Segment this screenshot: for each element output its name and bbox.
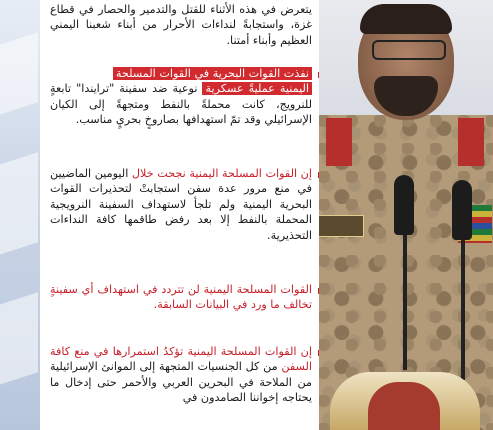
bullet-marker bbox=[318, 350, 319, 356]
paragraph-text: نوعية ضد سفينة "ترايندا" تابعةٍ للنرويج، كانت محملةً بالنفط ومتجهةً إلى الكيان الإسرائيلي وقد تمّ استهدافها بصاروخٍ بحريٍ مناسب. bbox=[50, 82, 312, 127]
collar-insignia bbox=[326, 118, 352, 166]
paragraph-continued-blockade bbox=[50, 344, 312, 406]
name-tag bbox=[318, 215, 364, 237]
bullet-marker bbox=[318, 288, 319, 294]
red-text: إن القوات المسلحة اليمنية نجحت خلال bbox=[131, 167, 313, 180]
microphone-icon bbox=[394, 175, 414, 235]
red-text: القوات المسلحة اليمنية لن تتردد في استهداف أي سفينةٍ تخالف ما ورد في bbox=[50, 283, 312, 312]
hair bbox=[360, 4, 452, 34]
paragraph-text: من كل الجنسيات المتجهة إلى الموانئ الإسرائيلية من الملاحة في البحرين العربي والأحمر حتى إدخال ما يحتاجه إخواننا الصامدون في bbox=[50, 360, 312, 405]
red-text: في منع كافة السفن bbox=[50, 345, 312, 374]
microphone-icon bbox=[452, 180, 472, 240]
paragraph-warning bbox=[50, 282, 312, 313]
intro-paragraph bbox=[50, 2, 312, 48]
spokesperson-photo bbox=[318, 0, 493, 430]
statement-card bbox=[40, 0, 319, 430]
highlight-text: نفذت القوات البحرية في القوات المسلحة bbox=[113, 67, 312, 80]
red-text: البيانات السابقة. bbox=[153, 298, 230, 312]
bullet-marker bbox=[318, 72, 319, 78]
paragraph-naval-operation bbox=[50, 66, 312, 128]
paragraph-text: اليومين الماضيين في منع مرور عدة سفن استجابتْ لتحذيرات القوات البحرية اليمنية ولم تلجأ لاستهداف السفينة النرويجية المحملة بالنفط إلا بعد رفض طاقمها كافة النداءات التحذيرية. bbox=[50, 167, 312, 242]
decor-shape bbox=[0, 152, 38, 258]
emblem-shield bbox=[368, 382, 440, 430]
red-text: إن القوات المسلحة اليمنية تؤكدُ استمرارها bbox=[112, 345, 312, 358]
glasses bbox=[372, 40, 446, 60]
left-decorative-background bbox=[0, 0, 40, 430]
bullet-marker bbox=[318, 172, 319, 178]
paragraph-ship-prevention bbox=[50, 166, 312, 243]
highlight-text: اليمنية عمليةً عسكرية bbox=[202, 82, 312, 95]
decor-shape bbox=[0, 292, 38, 388]
collar-insignia bbox=[458, 118, 484, 166]
intro-text: يتعرض في هذه الأثناء للقتل والتدمير والحصار في قطاع غزة، واستجابةً لنداءات الأحرار من أبناء شعبنا اليمني العظيم وأبناء أمتنا. bbox=[50, 3, 312, 47]
decor-shape bbox=[0, 32, 38, 118]
